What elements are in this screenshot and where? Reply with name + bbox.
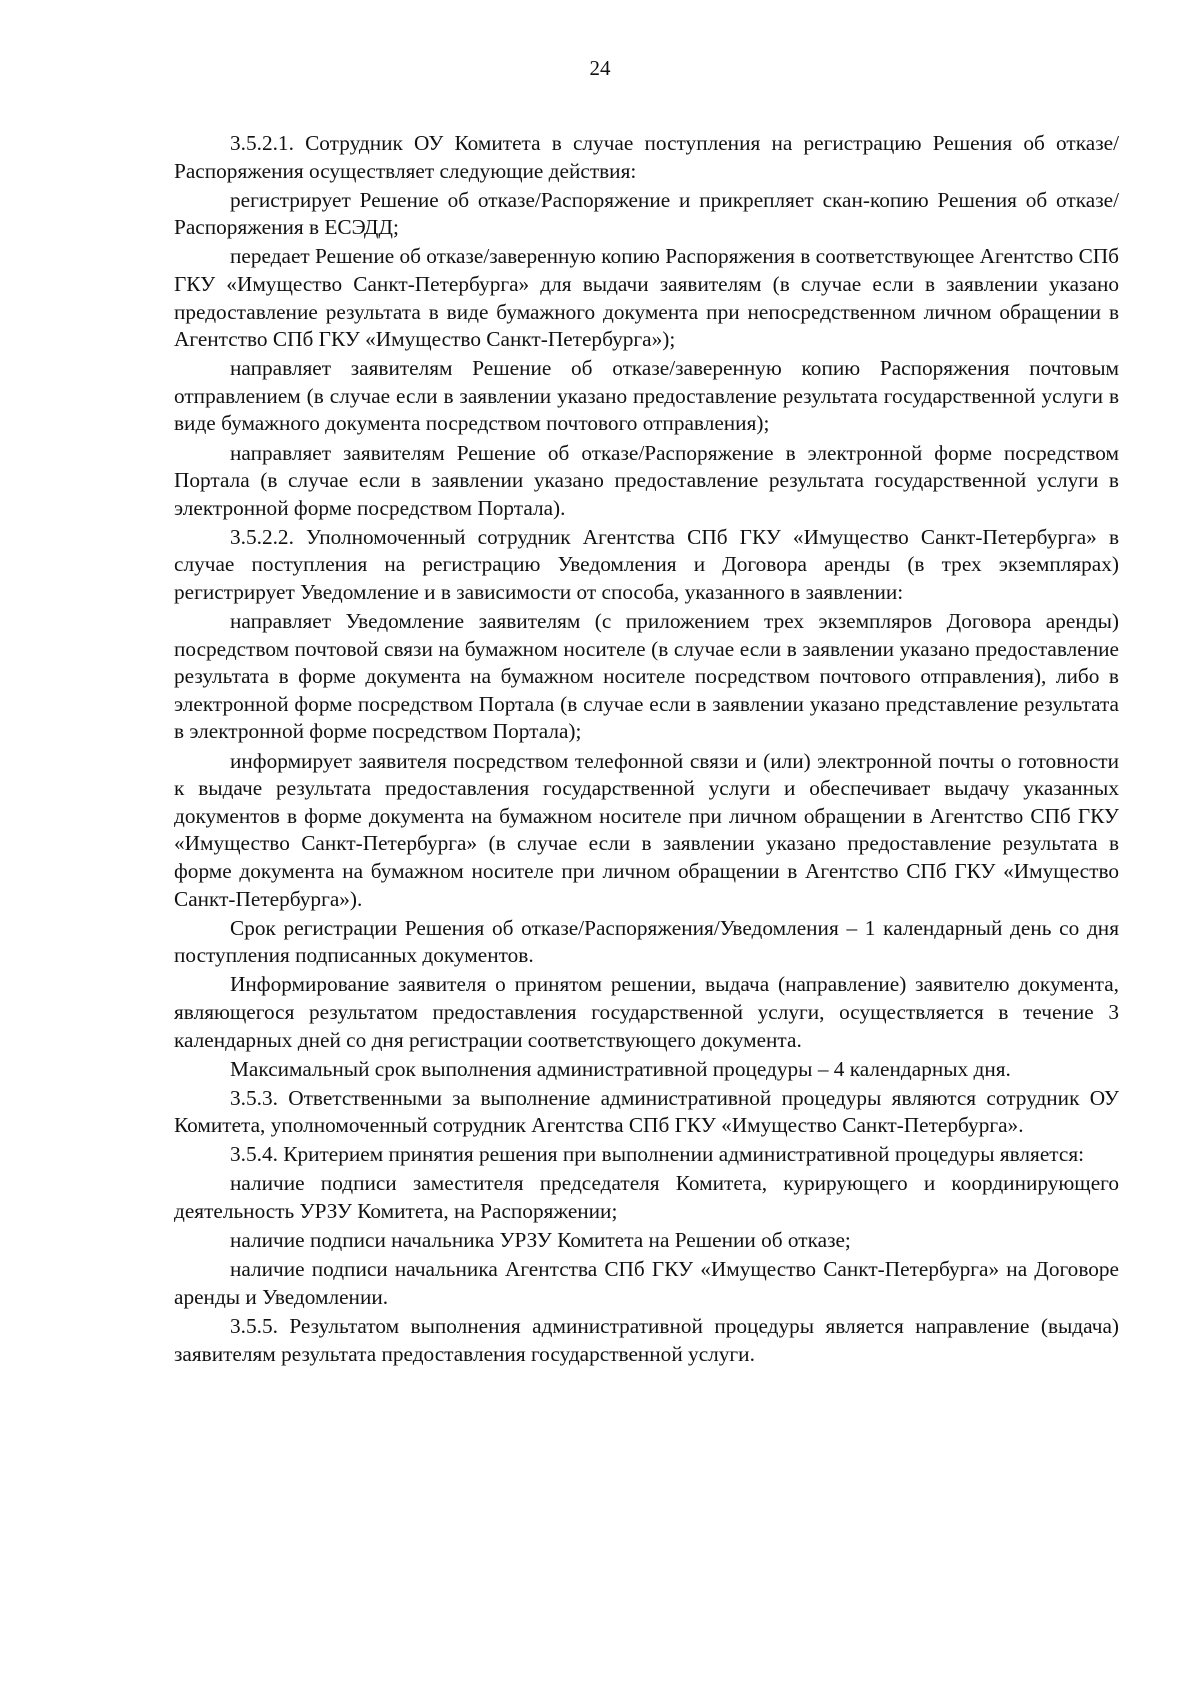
paragraph-registration-term: Срок регистрации Решения об отказе/Распоряжения/Уведомления – 1 календарный день со дня поступления подписанных документов. [174, 915, 1119, 968]
paragraph-informing-term: Информирование заявителя о принятом решении, выдача (направление) заявителю документа, являющегося результатом предоставления государственной услуги, осуществляется в течение 3 календарных дней со дня регистрации соответствующего документа. [174, 972, 1119, 1052]
paragraph-3-5-5: 3.5.5. Результатом выполнения административной процедуры является направление (выдача) заявителям результата предоставления государственной услуги. [174, 1313, 1119, 1366]
paragraph-inform-applicant: информирует заявителя посредством телефонной связи и (или) электронной почты о готовности к выдаче результата предоставления государственной услуги и обеспечивает выдачу указанных документов в форме документа на бумажном носителе при личном обращении в Агентство СПб ГКУ «Имущество Санкт-Петербурга» (в случае если в заявлении указано предоставление результата в форме документа на бумажном носителе при личном обращении в Агентство СПб ГКУ «Имущество Санкт-Петербурга»). [174, 748, 1119, 911]
paragraph-max-term: Максимальный срок выполнения административной процедуры – 4 календарных дня. [230, 1056, 1011, 1081]
paragraph-criterion-agency-signature: наличие подписи начальника Агентства СПб ГКУ «Имущество Санкт-Петербурга» на Договоре аренды и Уведомлении. [174, 1257, 1119, 1309]
paragraph-3-5-2-1: 3.5.2.1. Сотрудник ОУ Комитета в случае поступления на регистрацию Решения об отказе/Распоряжения осуществляет следующие действия: [174, 131, 1119, 183]
paragraph-criterion-head-signature: наличие подписи начальника УРЗУ Комитета на Решении об отказе; [230, 1228, 851, 1253]
paragraph-3-5-2-2: 3.5.2.2. Уполномоченный сотрудник Агентства СПб ГКУ «Имущество Санкт-Петербурга» в случае поступления на регистрацию Уведомления и Договора аренды (в трех экземплярах) регистрирует Уведомление и в зависимости от способа, указанного в заявлении: [174, 524, 1119, 604]
paragraph-transfer-action: передает Решение об отказе/заверенную копию Распоряжения в соответствующее Агентство СПб ГКУ «Имущество Санкт-Петербурга» для выдачи заявителям (в случае если в заявлении указано предоставление результата в виде бумажного документа при непосредственном личном обращении в Агентство СПб ГКУ «Имущество Санкт-Петербурга»); [174, 244, 1119, 352]
paragraph-criterion-deputy-signature: наличие подписи заместителя председателя Комитета, курирующего и координирующего деятельность УРЗУ Комитета, на Распоряжении; [174, 1171, 1119, 1224]
page-number: 24 [589, 56, 611, 80]
paragraph-register-action: регистрирует Решение об отказе/Распоряжение и прикрепляет скан-копию Решения об отказе/Распоряжения в ЕСЭДД; [174, 187, 1119, 240]
paragraph-portal-action: направляет заявителям Решение об отказе/Распоряжение в электронной форме посредством Портала (в случае если в заявлении указано предоставление результата государственной услуги в электронной форме посредством Портала). [174, 440, 1119, 520]
paragraph-send-notice: направляет Уведомление заявителям (с приложением трех экземпляров Договора аренды) посредством почтовой связи на бумажном носителе (в случае если в заявлении указано предоставление результата в форме документа на бумажном носителе посредством почтового отправления), либо в электронной форме посредством Портала (в случае если в заявлении указано представление результата в электронной форме посредством Портала); [174, 609, 1119, 744]
paragraph-3-5-4: 3.5.4. Критерием принятия решения при выполнении административной процедуры является: [230, 1142, 1085, 1167]
paragraph-3-5-3: 3.5.3. Ответственными за выполнение административной процедуры являются сотрудник ОУ Комитета, уполномоченный сотрудник Агентства СПб ГКУ «Имущество Санкт-Петербурга». [174, 1085, 1119, 1138]
paragraph-mail-action: направляет заявителям Решение об отказе/заверенную копию Распоряжения почтовым отправлением (в случае если в заявлении указано предоставление результата государственной услуги в виде бумажного документа посредством почтового отправления); [174, 356, 1119, 436]
document-body [174, 130, 1119, 1370]
